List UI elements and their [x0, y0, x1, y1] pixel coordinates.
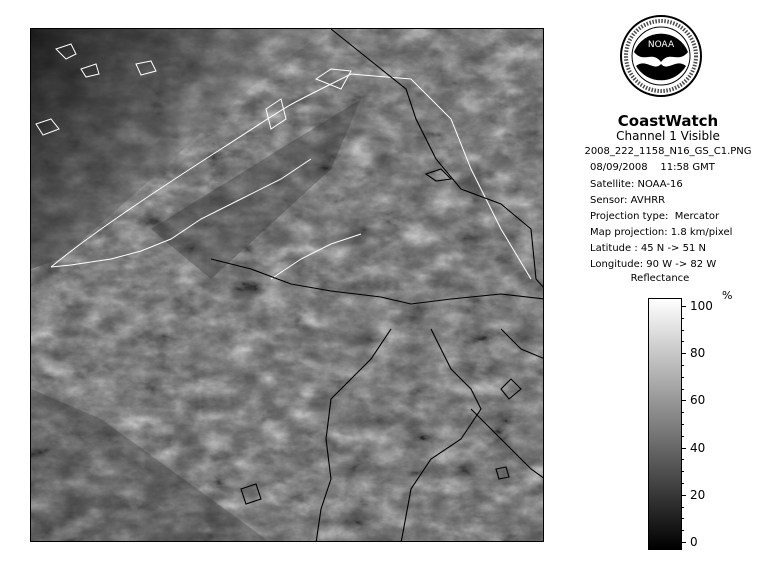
colorbar-tick-label: 60 [690, 393, 706, 408]
brand-title: CoastWatch [617, 112, 719, 130]
datetime: 08/09/2008 11:58 GMT [590, 162, 715, 173]
colorbar-minor-tick [682, 483, 684, 484]
colorbar-minor-tick [682, 412, 684, 413]
colorbar-unit: % [722, 289, 733, 302]
colorbar-minor-tick [682, 471, 684, 472]
colorbar-tick-label: 80 [690, 346, 706, 361]
colorbar-tick-label: 100 [690, 299, 713, 313]
colorbar-minor-tick [682, 530, 684, 531]
satellite-image [30, 28, 544, 542]
colorbar-minor-tick [682, 341, 684, 342]
colorbar-label: Reflectance [630, 273, 690, 284]
colorbar-minor-tick [682, 389, 684, 390]
colorbar-minor-tick [682, 365, 684, 366]
channel-label: Channel 1 Visible [616, 129, 720, 143]
colorbar-tick-mark [682, 542, 686, 543]
sensor-info: Sensor: AVHRR [590, 195, 666, 206]
colorbar-tick-mark [682, 448, 686, 449]
colorbar-tick-label: 0 [690, 535, 698, 549]
colorbar-minor-tick [682, 459, 684, 460]
colorbar-minor-tick [682, 318, 684, 319]
map-projection: Map projection: 1.8 km/pixel [590, 227, 733, 238]
svg-text:NOAA: NOAA [647, 40, 675, 50]
projection-type: Projection type: Mercator [590, 211, 720, 222]
noaa-logo [618, 14, 704, 110]
colorbar-tick-mark [682, 306, 686, 307]
colorbar-minor-tick [682, 424, 684, 425]
colorbar-ticks [682, 298, 742, 550]
colorbar-tick-mark [682, 353, 686, 354]
colorbar-minor-tick [682, 377, 684, 378]
latitude-range: Latitude : 45 N -> 51 N [590, 243, 706, 254]
satellite-info: Satellite: NOAA-16 [590, 179, 683, 190]
colorbar-minor-tick [682, 518, 684, 519]
colorbar-tick-mark [682, 495, 686, 496]
noaa-logo-icon [618, 14, 704, 110]
colorbar-minor-tick [682, 507, 684, 508]
satellite-image-icon [31, 29, 544, 542]
filename: 2008_222_1158_N16_GS_C1.PNG [584, 146, 752, 157]
colorbar-tick-label: 20 [690, 487, 706, 502]
longitude-range: Longitude: 90 W -> 82 W [590, 259, 717, 270]
colorbar-tick-mark [682, 400, 686, 401]
colorbar-minor-tick [682, 330, 684, 331]
colorbar-minor-tick [682, 436, 684, 437]
colorbar-tick-label: 40 [690, 440, 706, 455]
colorbar [648, 298, 682, 550]
